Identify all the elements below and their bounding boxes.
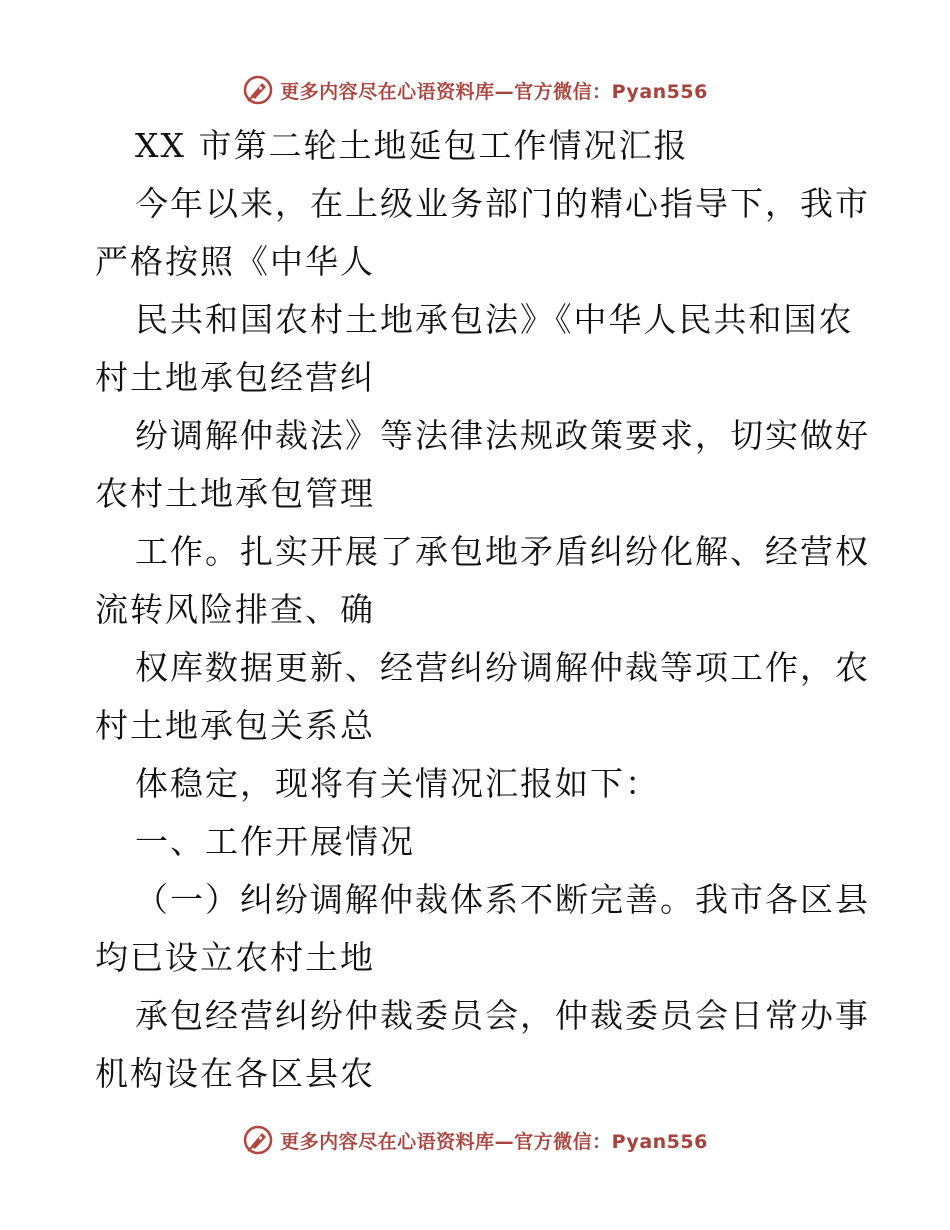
text-line: 民共和国农村土地承包法》《中华人民共和国农: [135, 300, 854, 339]
text-line: 机构设在各区县农: [95, 1054, 375, 1093]
watermark-footer: [0, 1120, 950, 1160]
pen-nib-logo-icon: [242, 1124, 274, 1156]
text-line: 流转风险排查、确: [95, 590, 375, 629]
pen-nib-logo-icon: [242, 74, 274, 106]
watermark-header: [0, 70, 950, 110]
document-body: [95, 117, 870, 1103]
document-title: XX 市第二轮土地延包工作情况汇报: [135, 126, 689, 165]
text-line: 体稳定，现将有关情况汇报如下：: [135, 764, 660, 803]
text-line: （一）纠纷调解仲裁体系不断完善。我市各区县: [135, 880, 870, 919]
text-line: 今年以来，在上级业务部门的精心指导下，我市: [135, 184, 870, 223]
watermark-footer-text: 更多内容尽在心语资料库—官方微信：Pyan556: [280, 1130, 708, 1153]
text-line: 工作。扎实开展了承包地矛盾纠纷化解、经营权: [135, 532, 870, 571]
text-line: 村土地承包关系总: [95, 706, 375, 745]
text-line: 承包经营纠纷仲裁委员会，仲裁委员会日常办事: [135, 996, 870, 1035]
watermark-header-text: 更多内容尽在心语资料库—官方微信：Pyan556: [280, 80, 708, 103]
watermark-header-group: [242, 74, 708, 106]
text-line: 严格按照《中华人: [95, 242, 375, 281]
text-line: 农村土地承包管理: [95, 474, 375, 513]
text-line: 均已设立农村土地: [95, 938, 375, 977]
text-line: 权库数据更新、经营纠纷调解仲裁等项工作，农: [135, 648, 870, 687]
text-line: 纷调解仲裁法》等法律法规政策要求，切实做好: [135, 416, 870, 455]
text-line: 村土地承包经营纠: [95, 358, 375, 397]
watermark-footer-group: [242, 1124, 708, 1156]
text-line: 一、工作开展情况: [135, 822, 415, 861]
